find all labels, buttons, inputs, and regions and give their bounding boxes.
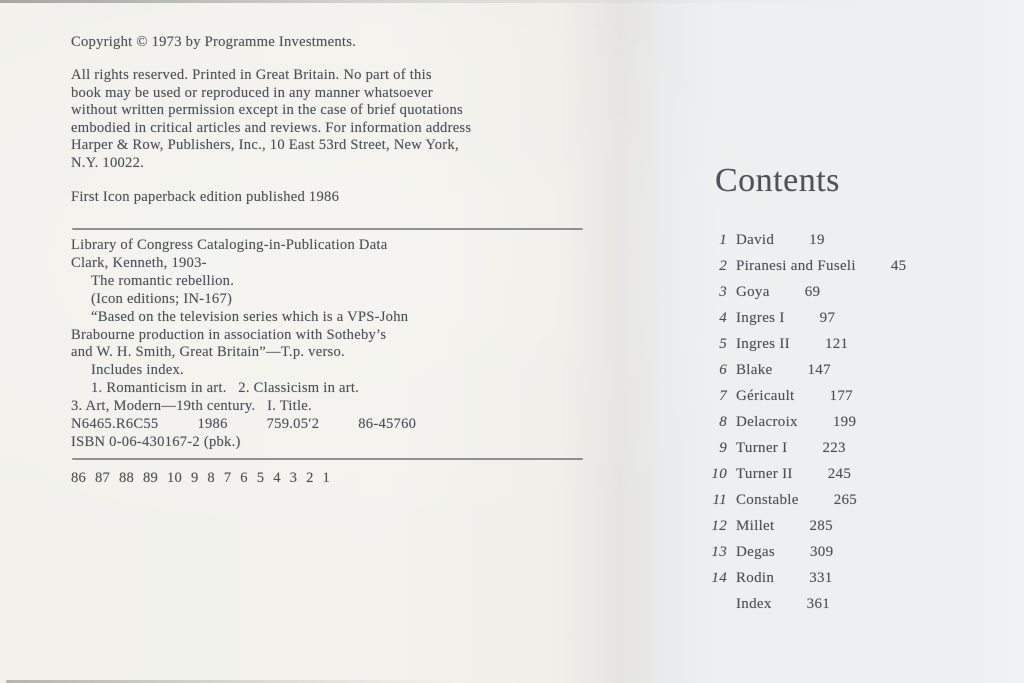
catalog-line: “Based on the television series which is a VPS-John: [91, 308, 409, 325]
catalog-line: Library of Congress Cataloging-in-Publication Data: [71, 237, 388, 253]
toc-row: [697, 336, 906, 362]
toc-row: [697, 492, 906, 518]
toc-chapter-number: 1: [719, 232, 727, 248]
toc-row: [697, 284, 906, 310]
toc-page-number: 361: [806, 596, 831, 612]
divider-rule-bottom: [72, 458, 583, 460]
toc-row: [697, 544, 906, 570]
toc-chapter-number: 2: [719, 258, 727, 274]
catalog-line: The romantic rebellion.: [91, 272, 235, 289]
catalog-line: and W. H. Smith, Great Britain”—T.p. verso.: [71, 344, 345, 361]
toc-row: [697, 310, 906, 336]
catalog-line: ISBN 0-06-430167-2 (pbk.): [71, 433, 241, 450]
toc-page-number: 265: [833, 492, 858, 508]
photo-top-edge-shadow: [0, 0, 1024, 3]
toc-chapter-title: Constable: [736, 492, 799, 508]
toc-chapter-number: 10: [711, 466, 727, 482]
toc-chapter-title: Ingres I: [736, 310, 785, 326]
toc-chapter-number: 11: [712, 492, 727, 508]
toc-row: [697, 596, 906, 622]
toc-page-number: 285: [809, 518, 833, 534]
toc-chapter-number: 12: [711, 518, 727, 534]
catalog-line: 1. Romanticism in art. 2. Classicism in art.: [91, 380, 360, 397]
contents-heading: Contents: [715, 162, 840, 199]
toc-page-number: 245: [827, 466, 852, 482]
toc-page-number: 199: [832, 414, 857, 430]
toc-chapter-title: David: [736, 232, 775, 248]
rights-paragraph: [71, 67, 591, 172]
toc-row: [697, 414, 906, 440]
toc-chapter-title: Blake: [736, 362, 773, 378]
toc-page-number: 121: [824, 336, 849, 352]
toc-chapter-title: Goya: [736, 284, 770, 300]
toc-row: [697, 258, 906, 284]
rights-line: Harper & Row, Publishers, Inc., 10 East 53rd Street, New York,: [71, 137, 459, 153]
toc-chapter-number: 4: [719, 310, 727, 326]
catalog-line: (Icon editions; IN-167): [91, 290, 233, 307]
toc-page-number: 45: [890, 258, 907, 274]
toc-row: [697, 466, 906, 492]
toc-chapter-number: 8: [719, 414, 727, 430]
rights-line: embodied in critical articles and reviews. For information address: [71, 119, 472, 136]
toc-row: [697, 518, 906, 544]
copyright-page: [71, 33, 591, 487]
toc-chapter-number: 3: [719, 284, 727, 300]
toc-page-number: 97: [819, 310, 836, 326]
edition-line: First Icon paperback edition published 1986: [71, 189, 340, 205]
rights-line: without written permission except in the case of brief quotations: [71, 102, 463, 118]
catalog-line: N6465.R6C55 1986 759.05′2 86-45760: [71, 416, 417, 433]
table-of-contents: [697, 232, 906, 622]
toc-page-number: 147: [807, 362, 831, 378]
toc-chapter-title: Ingres II: [736, 336, 790, 352]
catalog-line: 3. Art, Modern—19th century. I. Title.: [71, 398, 312, 415]
toc-chapter-title: Delacroix: [736, 414, 798, 430]
copyright-line: Copyright © 1973 by Programme Investments.: [71, 34, 357, 50]
toc-chapter-number: 6: [719, 362, 727, 378]
toc-chapter-title: Piranesi and Fuseli: [736, 258, 856, 274]
toc-chapter-title: Index: [736, 596, 772, 612]
toc-page-number: 19: [809, 232, 825, 248]
toc-chapter-number: 7: [719, 388, 727, 404]
toc-chapter-number: 5: [719, 336, 727, 352]
toc-row: [697, 232, 906, 258]
printing-history-line: 86 87 88 89 10 9 8 7 6 5 4 3 2 1: [71, 469, 331, 486]
toc-page-number: 309: [810, 544, 834, 560]
toc-chapter-title: Degas: [736, 544, 775, 560]
toc-row: [697, 570, 906, 596]
catalog-line: Includes index.: [91, 362, 184, 379]
rights-line: All rights reserved. Printed in Great Britain. No part of this: [71, 67, 432, 83]
rights-line: book may be used or reproduced in any manner whatsoever: [71, 84, 433, 101]
toc-row: [697, 440, 906, 466]
toc-chapter-title: Turner I: [736, 440, 788, 456]
toc-row: [697, 388, 906, 414]
toc-page-number: 177: [829, 388, 853, 404]
toc-chapter-title: Millet: [736, 518, 775, 534]
rights-line: N.Y. 10022.: [71, 154, 145, 171]
toc-chapter-number: 9: [719, 440, 727, 456]
toc-chapter-title: Géricault: [736, 388, 795, 404]
toc-chapter-number: 14: [711, 570, 727, 586]
toc-chapter-number: 13: [711, 544, 727, 560]
toc-row: [697, 362, 906, 388]
toc-page-number: 331: [809, 570, 833, 586]
toc-chapter-title: Rodin: [736, 570, 775, 586]
divider-rule-top: [72, 228, 583, 230]
cataloging-data-block: [71, 237, 591, 452]
catalog-line: Clark, Kenneth, 1903-: [71, 254, 207, 271]
toc-chapter-title: Turner II: [736, 466, 793, 482]
toc-page-number: 69: [804, 284, 821, 300]
toc-page-number: 223: [822, 440, 846, 456]
catalog-line: Brabourne production in association with Sotheby’s: [71, 326, 387, 343]
